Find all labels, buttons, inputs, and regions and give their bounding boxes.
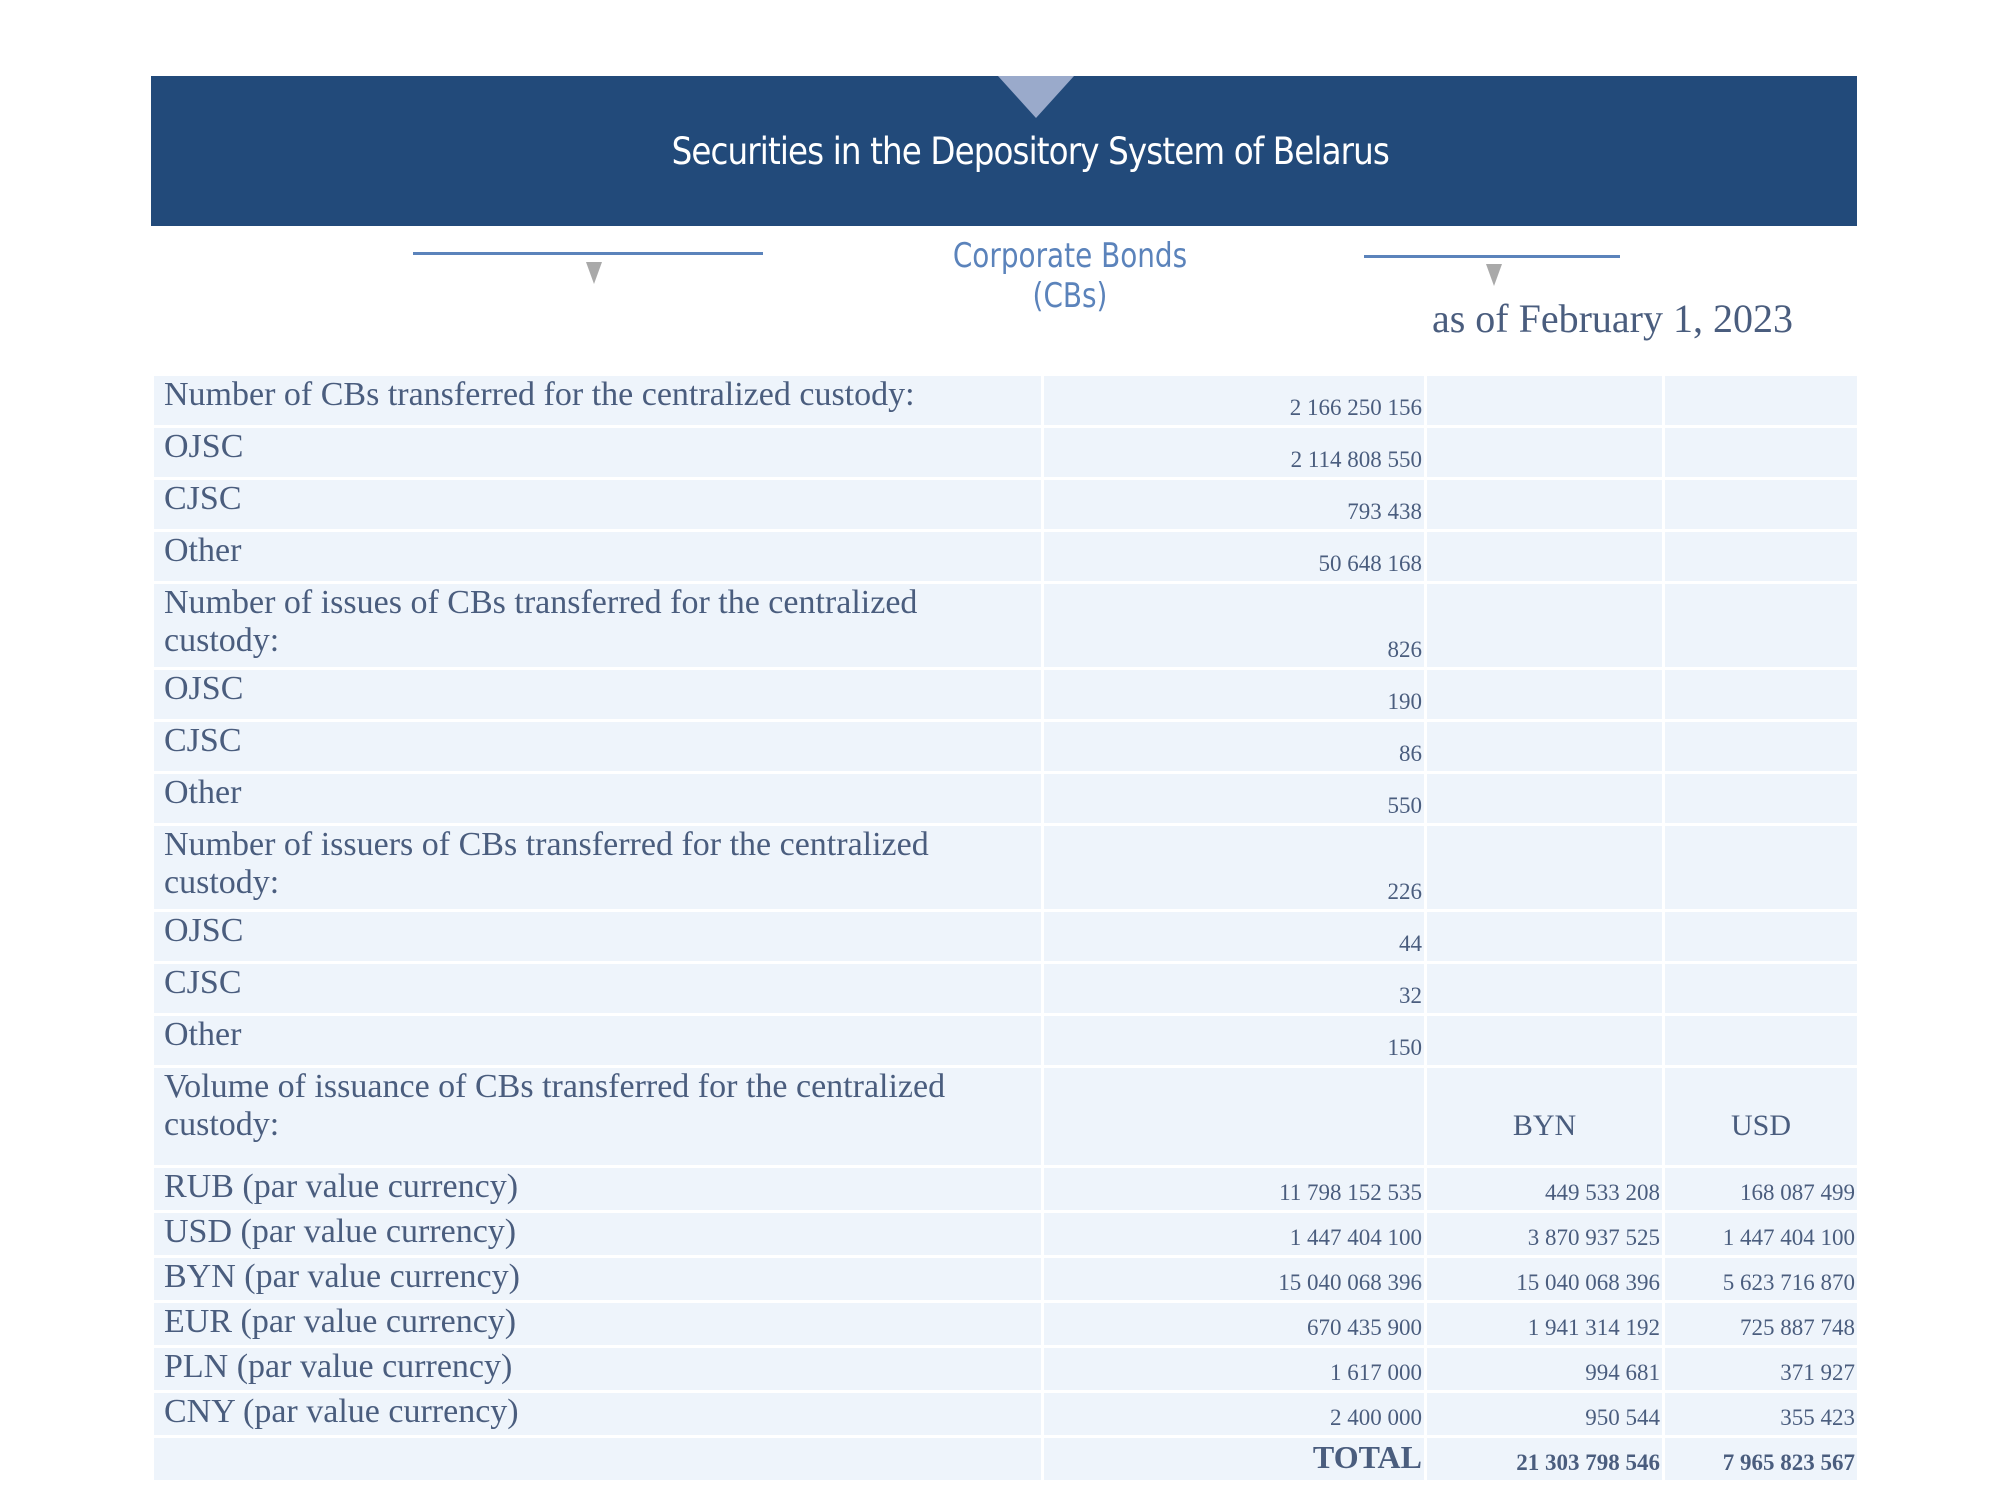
empty-cell bbox=[1665, 912, 1857, 961]
down-triangle-icon bbox=[1486, 264, 1502, 286]
empty-cell bbox=[1665, 428, 1857, 477]
row-value-usd: 371 927 bbox=[1665, 1348, 1857, 1390]
row-value: 15 040 068 396 bbox=[1044, 1258, 1424, 1300]
empty-cell bbox=[1044, 1068, 1424, 1165]
row-label: CJSC bbox=[154, 480, 1041, 529]
as-of-date: as of February 1, 2023 bbox=[1431, 296, 1793, 341]
page-subtitle: Corporate Bonds (CBs) bbox=[952, 236, 1188, 316]
table-row bbox=[154, 1016, 1857, 1065]
table-row bbox=[154, 1258, 1857, 1300]
empty-cell bbox=[1427, 480, 1662, 529]
row-value: 670 435 900 bbox=[1044, 1303, 1424, 1345]
empty-cell bbox=[1665, 670, 1857, 719]
table-row bbox=[154, 376, 1857, 425]
row-label: Other bbox=[154, 774, 1041, 823]
table-row bbox=[154, 1348, 1857, 1390]
empty-cell bbox=[1665, 826, 1857, 909]
column-header-usd: USD bbox=[1665, 1068, 1857, 1165]
securities-table bbox=[151, 373, 1860, 1483]
row-value: 1 617 000 bbox=[1044, 1348, 1424, 1390]
table-row bbox=[154, 722, 1857, 771]
table-row bbox=[154, 1168, 1857, 1210]
empty-cell bbox=[1427, 722, 1662, 771]
empty-cell bbox=[1427, 826, 1662, 909]
row-value: 32 bbox=[1044, 964, 1424, 1013]
table-row bbox=[154, 670, 1857, 719]
row-value: 2 400 000 bbox=[1044, 1393, 1424, 1435]
empty-cell bbox=[1665, 480, 1857, 529]
column-header-byn: BYN bbox=[1427, 1068, 1662, 1165]
row-label: USD (par value currency) bbox=[154, 1213, 1041, 1255]
table-row bbox=[154, 1303, 1857, 1345]
empty-cell bbox=[1427, 670, 1662, 719]
empty-cell bbox=[1665, 532, 1857, 581]
empty-cell bbox=[1665, 964, 1857, 1013]
subtitle-rule-left bbox=[413, 252, 763, 255]
row-label: Other bbox=[154, 1016, 1041, 1065]
empty-cell bbox=[1427, 964, 1662, 1013]
row-label: EUR (par value currency) bbox=[154, 1303, 1041, 1345]
table-row bbox=[154, 532, 1857, 581]
empty-cell bbox=[1427, 584, 1662, 667]
total-usd: 7 965 823 567 bbox=[1665, 1438, 1857, 1480]
total-byn: 21 303 798 546 bbox=[1427, 1438, 1662, 1480]
row-label: PLN (par value currency) bbox=[154, 1348, 1041, 1390]
row-value: 150 bbox=[1044, 1016, 1424, 1065]
row-value-byn: 950 544 bbox=[1427, 1393, 1662, 1435]
table-row bbox=[154, 912, 1857, 961]
row-value-byn: 1 941 314 192 bbox=[1427, 1303, 1662, 1345]
empty-cell bbox=[1427, 774, 1662, 823]
subtitle-rule-right bbox=[1364, 255, 1620, 258]
empty-cell bbox=[1665, 376, 1857, 425]
row-value: 1 447 404 100 bbox=[1044, 1213, 1424, 1255]
table-body bbox=[154, 376, 1857, 1480]
page-title: Securities in the Depository System of Belarus bbox=[671, 130, 1389, 173]
table-row bbox=[154, 774, 1857, 823]
row-value-usd: 5 623 716 870 bbox=[1665, 1258, 1857, 1300]
row-label: BYN (par value currency) bbox=[154, 1258, 1041, 1300]
row-label: CNY (par value currency) bbox=[154, 1393, 1041, 1435]
table-row bbox=[154, 826, 1857, 909]
row-value: 2 166 250 156 bbox=[1044, 376, 1424, 425]
row-value-byn: 15 040 068 396 bbox=[1427, 1258, 1662, 1300]
total-label: TOTAL bbox=[1044, 1438, 1424, 1480]
row-value: 2 114 808 550 bbox=[1044, 428, 1424, 477]
row-value: 11 798 152 535 bbox=[1044, 1168, 1424, 1210]
table-row bbox=[154, 480, 1857, 529]
row-value-usd: 168 087 499 bbox=[1665, 1168, 1857, 1210]
row-label: OJSC bbox=[154, 912, 1041, 961]
row-value-byn: 3 870 937 525 bbox=[1427, 1213, 1662, 1255]
empty-cell bbox=[1427, 1016, 1662, 1065]
empty-cell bbox=[1665, 722, 1857, 771]
empty-cell bbox=[1665, 774, 1857, 823]
down-triangle-icon bbox=[586, 262, 602, 284]
row-value: 44 bbox=[1044, 912, 1424, 961]
row-label: RUB (par value currency) bbox=[154, 1168, 1041, 1210]
row-label: Number of issuers of CBs transferred for the centralized custody: bbox=[154, 826, 1041, 909]
row-label: CJSC bbox=[154, 722, 1041, 771]
table-row bbox=[154, 1213, 1857, 1255]
row-label: Other bbox=[154, 532, 1041, 581]
total-row bbox=[154, 1438, 1857, 1480]
table-row bbox=[154, 428, 1857, 477]
row-value-byn: 994 681 bbox=[1427, 1348, 1662, 1390]
row-value-usd: 1 447 404 100 bbox=[1665, 1213, 1857, 1255]
row-value: 826 bbox=[1044, 584, 1424, 667]
row-label: OJSC bbox=[154, 428, 1041, 477]
empty-cell bbox=[1427, 376, 1662, 425]
row-value-usd: 725 887 748 bbox=[1665, 1303, 1857, 1345]
row-label: OJSC bbox=[154, 670, 1041, 719]
row-value-usd: 355 423 bbox=[1665, 1393, 1857, 1435]
row-value: 86 bbox=[1044, 722, 1424, 771]
empty-cell bbox=[1665, 584, 1857, 667]
row-value: 550 bbox=[1044, 774, 1424, 823]
banner-notch-triangle bbox=[998, 76, 1074, 118]
row-value: 50 648 168 bbox=[1044, 532, 1424, 581]
row-value: 226 bbox=[1044, 826, 1424, 909]
empty-cell bbox=[1427, 532, 1662, 581]
empty-cell bbox=[1665, 1016, 1857, 1065]
table-row bbox=[154, 964, 1857, 1013]
row-value-byn: 449 533 208 bbox=[1427, 1168, 1662, 1210]
empty-cell bbox=[1427, 912, 1662, 961]
row-value: 793 438 bbox=[1044, 480, 1424, 529]
row-label: Number of issues of CBs transferred for the centralized custody: bbox=[154, 584, 1041, 667]
row-label: CJSC bbox=[154, 964, 1041, 1013]
row-label: Volume of issuance of CBs transferred for the centralized custody: bbox=[154, 1068, 1041, 1165]
table-row bbox=[154, 584, 1857, 667]
empty-cell bbox=[1427, 428, 1662, 477]
volume-header-row bbox=[154, 1068, 1857, 1165]
row-value: 190 bbox=[1044, 670, 1424, 719]
row-label: Number of CBs transferred for the centralized custody: bbox=[154, 376, 1041, 425]
table-row bbox=[154, 1393, 1857, 1435]
empty-cell bbox=[154, 1438, 1041, 1480]
